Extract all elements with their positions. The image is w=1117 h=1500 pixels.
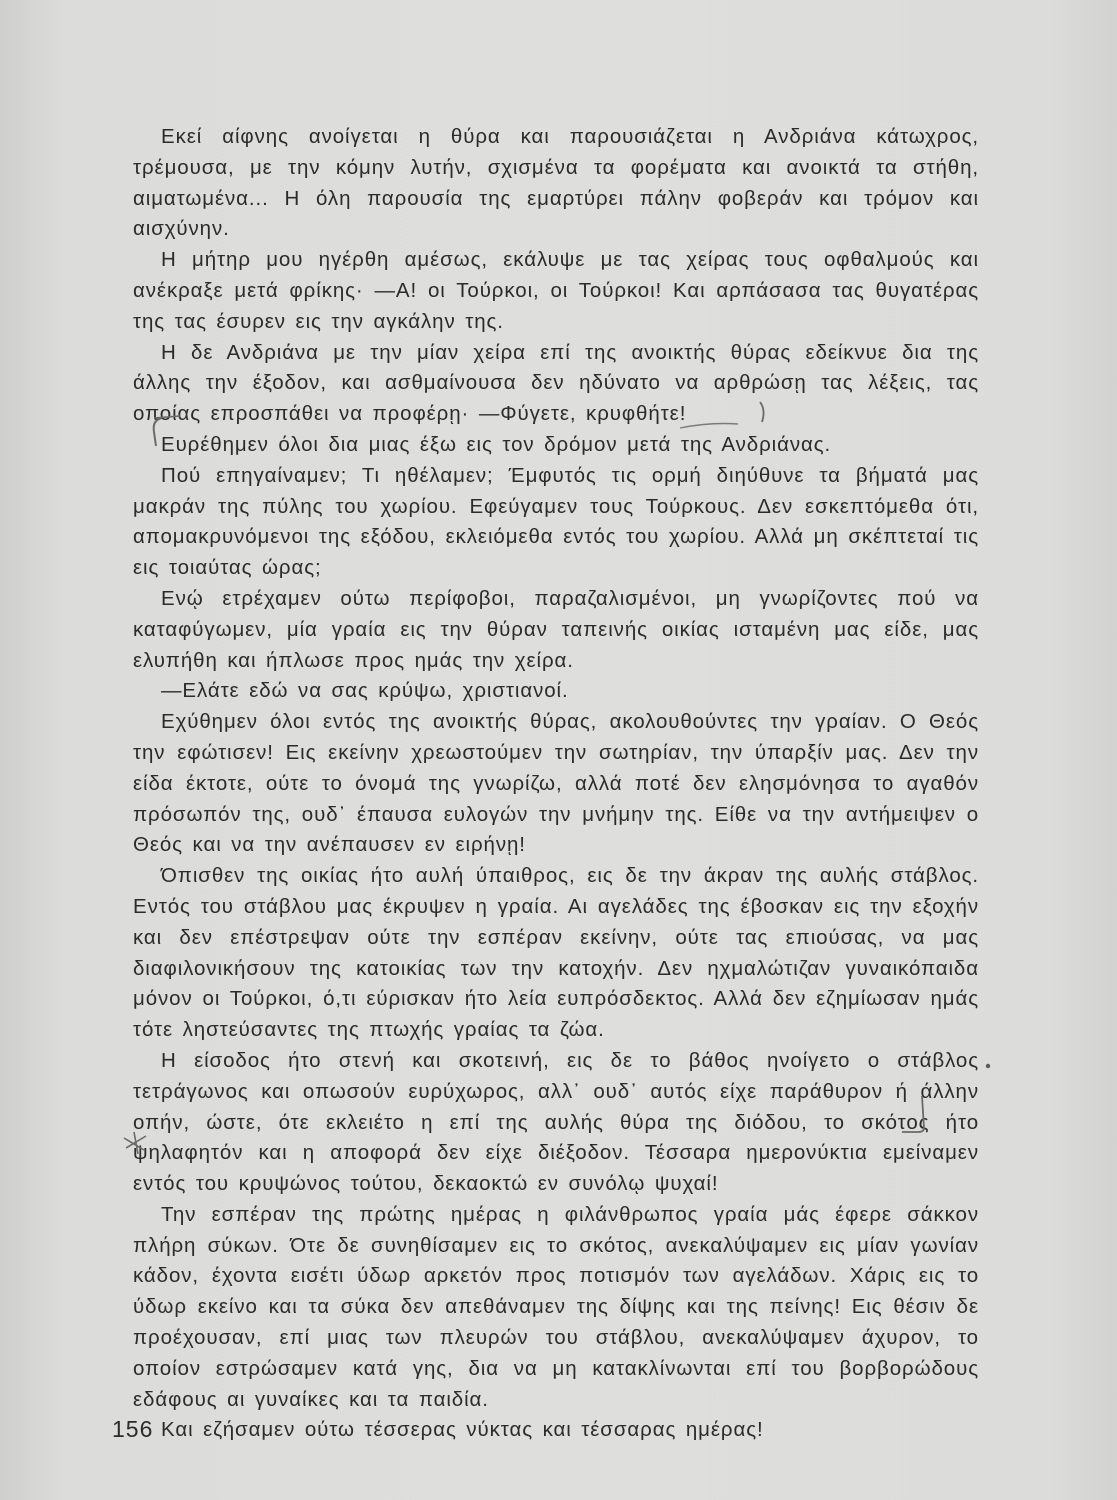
paragraph: Εκεί αίφνης ανοίγεται η θύρα και παρουσιάζεται η Ανδριάνα κάτωχρος, τρέμουσα, με την κόμην λυτήν, σχισμένα τα φορέματα και ανοικτά τα στήθη, αιματωμένα... Η όλη παρουσία της εμαρτύρει πάλην φοβεράν και τρόμον και αισχύνην. [133,125,979,241]
paragraph: Όπισθεν της οικίας ήτο αυλή ύπαιθρος, εις δε την άκραν της αυλής στάβλος. Εντός του στάβλου μας έκρυψεν η γραία. Αι αγελάδες της έβοσκαν εις την εξοχήν και δεν επέστρεψαν ούτε την εσπέραν εκείνην, ούτε τας επιούσας, να μας διαφιλονικήσουν της κατοικίας των την κατοχήν. Δεν ηχμαλώτιζαν γυναικόπαιδα μόνον οι Τούρκοι, ό,τι εύρισκαν ήτο λεία ευπρόσδεκτος. Αλλά δεν εζημίωσαν ημάς τότε ληστεύσαντες της πτωχής γραίας τα ζώα. [133,864,979,1042]
paragraph: Ευρέθημεν όλοι δια μιας έξω εις τον δρόμον μετά της Ανδριάνας. [161,432,832,456]
paragraph: Εχύθημεν όλοι εντός της ανοικτής θύρας, ακολουθούντες την γραίαν. Ο Θεός την εφώτισεν! Εις εκείνην χρεωστούμεν την σωτηρίαν, την ύπαρξίν μας. Δεν την είδα έκτοτε, ούτε το όνομά της γνωρίζω, αλλά ποτέ δεν ελησμόνησα το αγαθόν πρόσωπόν της, ουδ᾽ έπαυσα ευλογών την μνήμην της. Είθε να την αντήμειψεν ο Θεός και να την ανέπαυσεν εν ειρήνῃ! [133,710,979,857]
page-number: 156 [112,1416,154,1442]
paragraph: Η είσοδος ήτο στενή και σκοτεινή, εις δε το βάθος ηνοίγετο ο στάβλος τετράγωνος και οπωσούν ευρύχωρος, αλλ᾽ ουδ᾽ αυτός είχε παράθυρον ή άλλην οπήν, ώστε, ότε εκλειέτο η επί της αυλής θύρα της διόδου, το σκότος ήτο ψηλαφητόν και η αποφορά δεν είχε διέξοδον. Τέσσαρα ημερονύκτια εμείναμεν εντός του κρυψώνος τούτου, δεκαοκτώ εν συνόλῳ ψυχαί! [133,1048,979,1196]
paragraph: Ενῴ ετρέχαμεν ούτω περίφοβοι, παραζαλισμένοι, μη γνωρίζοντες πού να καταφύγωμεν, μία γραία εις την θύραν ταπεινής οικίας ισταμένη μας είδε, μας ελυπήθη και ήπλωσε προς ημάς την χείρα. [133,586,979,672]
paragraph: Η δε Ανδριάνα με την μίαν χείρα επί της ανοικτής θύρας εδείκνυε δια της άλλης την έξοδον, και ασθμαίνουσα δεν ηδύνατο να αρθρώσῃ τας λέξεις, τας οποίας επροσπάθει να προφέρῃ· —Φύγετε, κρυφθήτε! [133,340,979,426]
paragraph: Και εζήσαμεν ούτω τέσσερας νύκτας και τέσσαρας ημέρας! [161,1418,764,1442]
body-text [133,122,979,1446]
paragraph: Η μήτηρ μου ηγέρθη αμέσως, εκάλυψε με τας χείρας τους οφθαλμούς και ανέκραξε μετά φρίκης· —Α! οι Τούρκοι, οι Τούρκοι! Και αρπάσασα τας θυγατέρας της τας έσυρεν εις την αγκάλην της. [133,248,979,333]
paragraph: Πού επηγαίναμεν; Τι ηθέλαμεν; Έμφυτός τις ορμή διηύθυνε τα βήματά μας μακράν της πύλης του χωρίου. Εφεύγαμεν τους Τούρκους. Δεν εσκεπτόμεθα ότι, απομακρυνόμενοι της εξόδου, εκλειόμεθα εντός του χωρίου. Αλλά μη σκέπτεταί τις εις τοιαύτας ώρας; [133,463,979,580]
margin-dot-mark [982,1060,994,1072]
paragraph: Την εσπέραν της πρώτης ημέρας η φιλάνθρωπος γραία μάς έφερε σάκκον πλήρη σύκων. Ότε δε συνηθίσαμεν εις το σκότος, ανεκαλύψαμεν εις μίαν γωνίαν κάδον, έχοντα εισέτι ύδωρ αρκετόν προς ποτισμόν των αγελάδων. Χάρις εις το ύδωρ εκείνο και τα σύκα δεν απεθάναμεν της δίψης και της πείνης! Εις θέσιν δε προέχουσαν, επί μιας των πλευρών του στάβλου, ανεκαλύψαμεν άχυρον, το οποίον εστρώσαμεν κατά γης, δια να μη κατακλίνωνται επί του βορβορώδους εδάφους αι γυναίκες και τα παιδία. [133,1202,979,1411]
dialogue-line: —Ελάτε εδώ να σας κρύψω, χριστιανοί. [161,679,569,703]
